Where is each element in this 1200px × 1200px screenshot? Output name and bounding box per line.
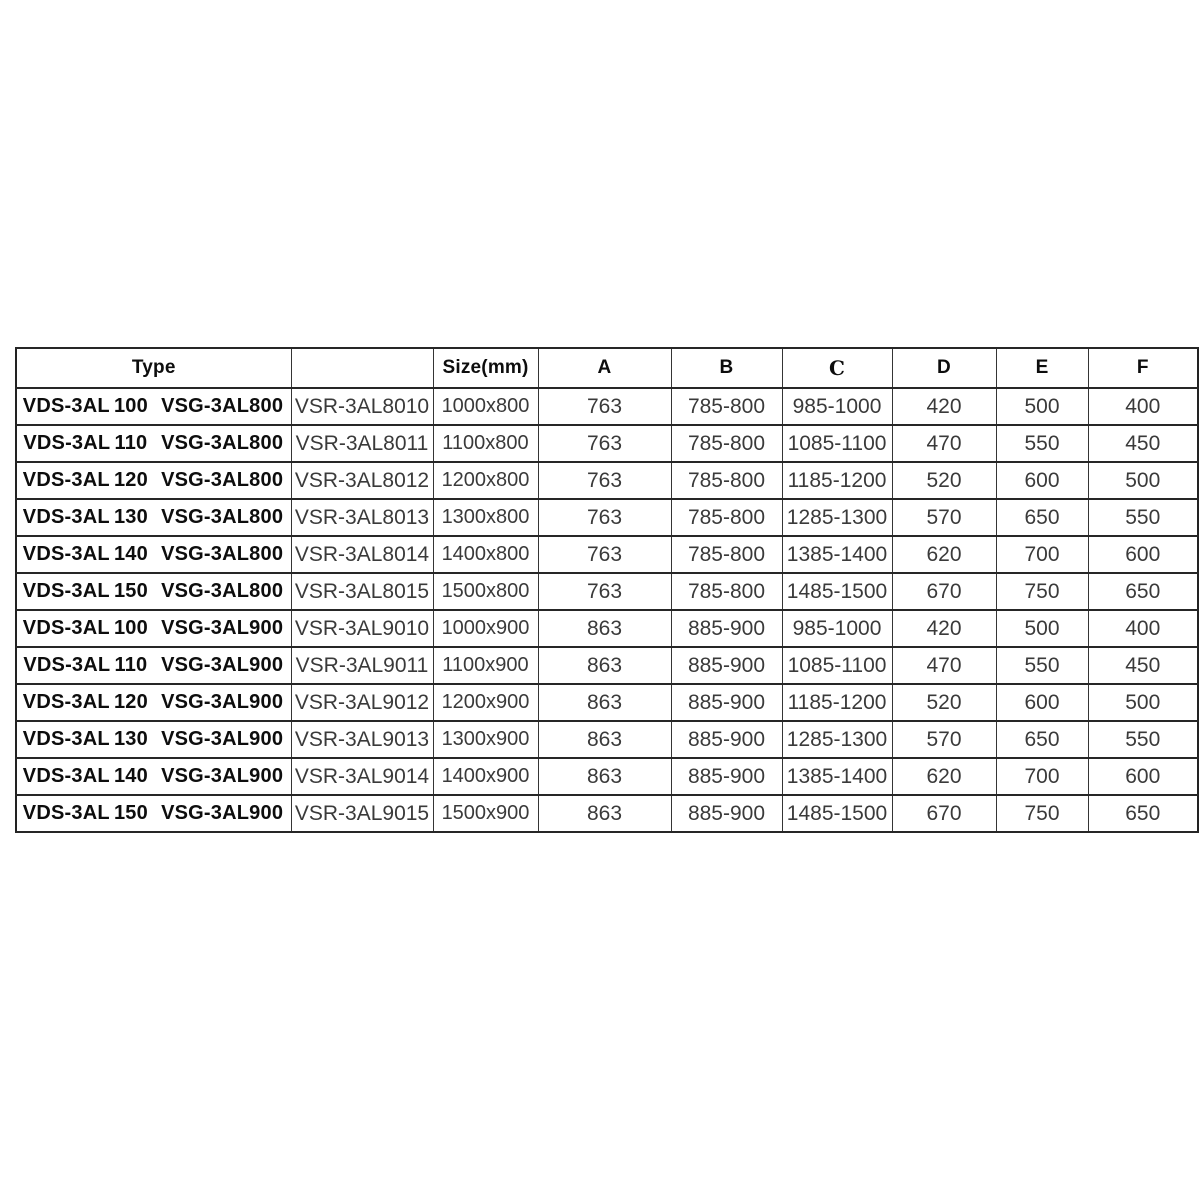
type-vsg-label: VSG-3AL800 — [161, 395, 284, 417]
value-a-cell: 763 — [538, 499, 671, 536]
type-vds-label: VDS-3AL 150 — [22, 580, 148, 602]
value-a-cell: 863 — [538, 684, 671, 721]
type-vds-label: VDS-3AL 150 — [22, 802, 148, 824]
type-vsg-label: VSG-3AL900 — [161, 617, 284, 639]
type-cell — [16, 647, 291, 684]
model-cell: VSR-3AL9012 — [291, 684, 433, 721]
value-a-cell: 863 — [538, 647, 671, 684]
type-cell — [16, 536, 291, 573]
value-f-cell: 550 — [1088, 499, 1198, 536]
type-vds-label: VDS-3AL 140 — [22, 765, 148, 787]
type-vsg-label: VSG-3AL900 — [161, 765, 284, 787]
size-cell: 1400x800 — [433, 536, 538, 573]
value-d-cell: 620 — [892, 536, 996, 573]
value-b-cell: 785-800 — [671, 388, 782, 425]
value-c-cell: 1185-1200 — [782, 462, 892, 499]
value-d-cell: 470 — [892, 647, 996, 684]
value-d-cell: 670 — [892, 795, 996, 832]
table-body — [16, 388, 1198, 832]
value-e-cell: 750 — [996, 795, 1088, 832]
type-cell — [16, 684, 291, 721]
value-a-cell: 763 — [538, 573, 671, 610]
value-e-cell: 700 — [996, 758, 1088, 795]
table-row — [16, 462, 1198, 499]
value-d-cell: 620 — [892, 758, 996, 795]
value-b-cell: 885-900 — [671, 610, 782, 647]
header-a: A — [538, 348, 671, 388]
value-d-cell: 520 — [892, 462, 996, 499]
table-row — [16, 536, 1198, 573]
value-b-cell: 785-800 — [671, 462, 782, 499]
type-vds-label: VDS-3AL 130 — [22, 728, 148, 750]
type-vsg-label: VSG-3AL800 — [161, 580, 284, 602]
value-c-cell: 1485-1500 — [782, 573, 892, 610]
value-b-cell: 885-900 — [671, 684, 782, 721]
value-b-cell: 785-800 — [671, 499, 782, 536]
model-cell: VSR-3AL9014 — [291, 758, 433, 795]
type-vsg-label: VSG-3AL900 — [161, 691, 284, 713]
type-cell — [16, 610, 291, 647]
value-d-cell: 420 — [892, 388, 996, 425]
value-f-cell: 500 — [1088, 684, 1198, 721]
value-f-cell: 650 — [1088, 795, 1198, 832]
value-c-cell: 1285-1300 — [782, 721, 892, 758]
value-e-cell: 700 — [996, 536, 1088, 573]
size-cell: 1200x900 — [433, 684, 538, 721]
size-cell: 1000x800 — [433, 388, 538, 425]
size-cell: 1500x900 — [433, 795, 538, 832]
size-cell: 1300x800 — [433, 499, 538, 536]
value-e-cell: 550 — [996, 647, 1088, 684]
value-b-cell: 785-800 — [671, 536, 782, 573]
header-d: D — [892, 348, 996, 388]
value-b-cell: 785-800 — [671, 573, 782, 610]
size-cell: 1400x900 — [433, 758, 538, 795]
value-b-cell: 785-800 — [671, 425, 782, 462]
table-row — [16, 684, 1198, 721]
size-cell: 1500x800 — [433, 573, 538, 610]
value-e-cell: 650 — [996, 499, 1088, 536]
header-size: Size(mm) — [433, 348, 538, 388]
type-cell — [16, 462, 291, 499]
type-cell — [16, 573, 291, 610]
value-e-cell: 750 — [996, 573, 1088, 610]
size-cell: 1100x900 — [433, 647, 538, 684]
type-cell — [16, 425, 291, 462]
table-row — [16, 647, 1198, 684]
value-d-cell: 570 — [892, 499, 996, 536]
value-a-cell: 863 — [538, 758, 671, 795]
header-f: F — [1088, 348, 1198, 388]
type-vds-label: VDS-3AL 140 — [22, 543, 148, 565]
value-c-cell: 1085-1100 — [782, 425, 892, 462]
type-vsg-label: VSG-3AL800 — [161, 469, 284, 491]
value-f-cell: 450 — [1088, 425, 1198, 462]
value-c-cell: 1185-1200 — [782, 684, 892, 721]
type-cell — [16, 795, 291, 832]
value-e-cell: 600 — [996, 462, 1088, 499]
value-c-cell: 1385-1400 — [782, 536, 892, 573]
table-row — [16, 573, 1198, 610]
value-a-cell: 863 — [538, 610, 671, 647]
model-cell: VSR-3AL8014 — [291, 536, 433, 573]
type-cell — [16, 499, 291, 536]
value-f-cell: 400 — [1088, 610, 1198, 647]
type-vsg-label: VSG-3AL900 — [161, 654, 284, 676]
value-b-cell: 885-900 — [671, 795, 782, 832]
table-row — [16, 499, 1198, 536]
type-cell — [16, 758, 291, 795]
type-vds-label: VDS-3AL 120 — [22, 691, 148, 713]
value-b-cell: 885-900 — [671, 721, 782, 758]
type-vds-label: VDS-3AL 110 — [23, 432, 148, 454]
header-c: C — [782, 348, 892, 388]
model-cell: VSR-3AL9011 — [291, 647, 433, 684]
type-cell — [16, 721, 291, 758]
value-c-cell: 985-1000 — [782, 388, 892, 425]
table-row — [16, 388, 1198, 425]
value-a-cell: 763 — [538, 536, 671, 573]
size-cell: 1100x800 — [433, 425, 538, 462]
table-header — [16, 348, 1198, 388]
value-d-cell: 570 — [892, 721, 996, 758]
type-vds-label: VDS-3AL 130 — [22, 506, 148, 528]
type-vsg-label: VSG-3AL800 — [161, 432, 284, 454]
size-cell: 1200x800 — [433, 462, 538, 499]
value-a-cell: 863 — [538, 795, 671, 832]
value-b-cell: 885-900 — [671, 647, 782, 684]
value-f-cell: 500 — [1088, 462, 1198, 499]
model-cell: VSR-3AL8012 — [291, 462, 433, 499]
value-c-cell: 1085-1100 — [782, 647, 892, 684]
type-cell — [16, 388, 291, 425]
table-row — [16, 610, 1198, 647]
header-b: B — [671, 348, 782, 388]
value-e-cell: 500 — [996, 388, 1088, 425]
size-cell: 1000x900 — [433, 610, 538, 647]
size-cell: 1300x900 — [433, 721, 538, 758]
model-cell: VSR-3AL8015 — [291, 573, 433, 610]
type-vds-label: VDS-3AL 100 — [22, 395, 148, 417]
value-a-cell: 763 — [538, 425, 671, 462]
value-d-cell: 670 — [892, 573, 996, 610]
value-d-cell: 470 — [892, 425, 996, 462]
type-vsg-label: VSG-3AL800 — [161, 543, 284, 565]
type-vsg-label: VSG-3AL900 — [161, 728, 284, 750]
value-d-cell: 520 — [892, 684, 996, 721]
model-cell: VSR-3AL9013 — [291, 721, 433, 758]
header-e: E — [996, 348, 1088, 388]
value-c-cell: 1385-1400 — [782, 758, 892, 795]
model-cell: VSR-3AL8010 — [291, 388, 433, 425]
value-c-cell: 1285-1300 — [782, 499, 892, 536]
model-cell: VSR-3AL9010 — [291, 610, 433, 647]
value-a-cell: 763 — [538, 388, 671, 425]
value-e-cell: 550 — [996, 425, 1088, 462]
value-f-cell: 450 — [1088, 647, 1198, 684]
value-a-cell: 863 — [538, 721, 671, 758]
table-row — [16, 425, 1198, 462]
value-e-cell: 600 — [996, 684, 1088, 721]
model-cell: VSR-3AL9015 — [291, 795, 433, 832]
model-cell: VSR-3AL8011 — [291, 425, 433, 462]
model-cell: VSR-3AL8013 — [291, 499, 433, 536]
table-row — [16, 721, 1198, 758]
value-f-cell: 550 — [1088, 721, 1198, 758]
header-type: Type — [16, 348, 291, 388]
value-b-cell: 885-900 — [671, 758, 782, 795]
value-e-cell: 500 — [996, 610, 1088, 647]
type-vsg-label: VSG-3AL800 — [161, 506, 284, 528]
value-f-cell: 600 — [1088, 758, 1198, 795]
type-vsg-label: VSG-3AL900 — [161, 802, 284, 824]
value-c-cell: 985-1000 — [782, 610, 892, 647]
type-vds-label: VDS-3AL 120 — [22, 469, 148, 491]
value-c-cell: 1485-1500 — [782, 795, 892, 832]
table-row — [16, 758, 1198, 795]
value-f-cell: 650 — [1088, 573, 1198, 610]
table-row — [16, 795, 1198, 832]
type-vds-label: VDS-3AL 110 — [23, 654, 148, 676]
header-model — [291, 348, 433, 388]
value-f-cell: 600 — [1088, 536, 1198, 573]
header-row — [16, 348, 1198, 388]
value-a-cell: 763 — [538, 462, 671, 499]
type-vds-label: VDS-3AL 100 — [22, 617, 148, 639]
value-e-cell: 650 — [996, 721, 1088, 758]
value-f-cell: 400 — [1088, 388, 1198, 425]
size-spec-table — [15, 347, 1199, 833]
value-d-cell: 420 — [892, 610, 996, 647]
